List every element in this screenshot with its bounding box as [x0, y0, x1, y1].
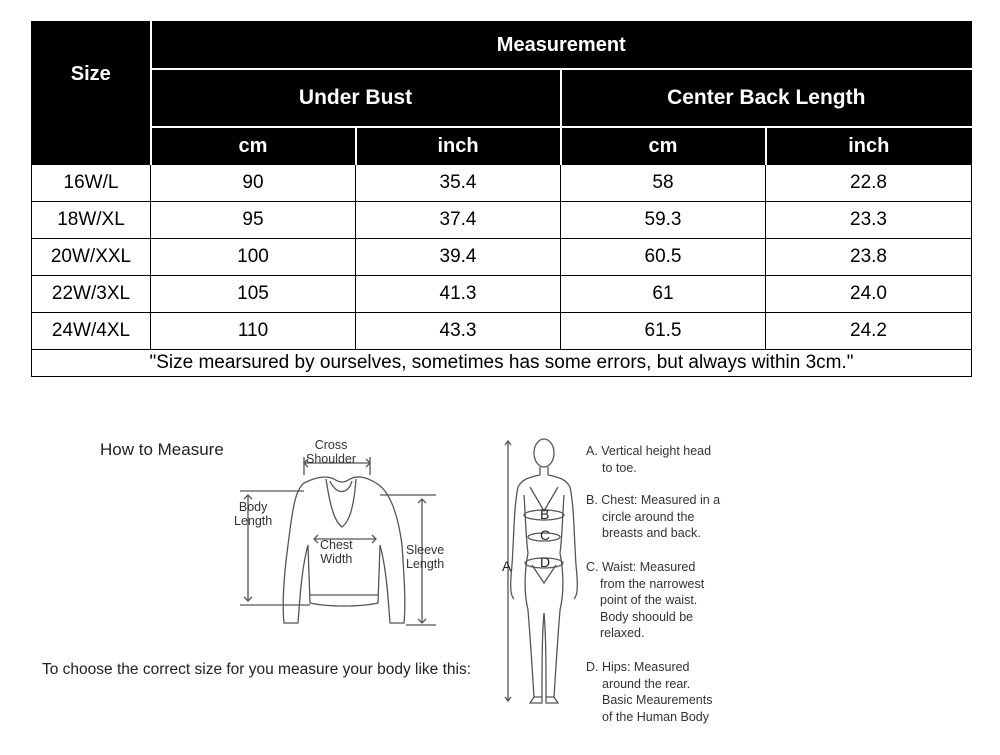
measurement-header: Measurement: [151, 22, 972, 70]
under-bust-header: Under Bust: [151, 69, 561, 127]
unit-header-under-bust-inch: inch: [356, 127, 561, 165]
legend-item-d: D. Hips: Measured around the rear. Basic Meaurements of the Human Body: [586, 660, 713, 724]
value-cell: 61.5: [561, 313, 766, 350]
value-cell: 105: [151, 276, 356, 313]
value-cell: 41.3: [356, 276, 561, 313]
table-row: [32, 239, 972, 276]
sleeve-length-label: Sleeve Length: [406, 543, 445, 571]
unit-header-back-length-inch: inch: [766, 127, 972, 165]
value-cell: 24.0: [766, 276, 972, 313]
value-cell: 23.3: [766, 202, 972, 239]
size-chart-table: [31, 21, 972, 377]
value-cell: 35.4: [356, 165, 561, 202]
body-measurement-figure: [500, 435, 580, 715]
value-cell: 61: [561, 276, 766, 313]
body-letter-a: A: [502, 558, 512, 574]
size-cell: 20W/XXL: [32, 239, 151, 276]
value-cell: 110: [151, 313, 356, 350]
unit-header-under-bust-cm: cm: [151, 127, 356, 165]
value-cell: 24.2: [766, 313, 972, 350]
cross-shoulder-label: Cross Shoulder: [306, 438, 357, 466]
legend-item-a: A. Vertical height head to toe.: [586, 444, 712, 475]
unit-header-back-length-cm: cm: [561, 127, 766, 165]
value-cell: 37.4: [356, 202, 561, 239]
legend-item-b: B. Chest: Measured in a circle around the breasts and back.: [586, 493, 721, 540]
center-back-length-header: Center Back Length: [561, 69, 972, 127]
table-row: [32, 313, 972, 350]
value-cell: 43.3: [356, 313, 561, 350]
table-row: [32, 165, 972, 202]
size-cell: 22W/3XL: [32, 276, 151, 313]
size-cell: 16W/L: [32, 165, 151, 202]
chest-width-label: Chest Width: [320, 538, 353, 566]
size-cell: 18W/XL: [32, 202, 151, 239]
body-letter-b: B: [540, 506, 550, 522]
size-cell: 24W/4XL: [32, 313, 151, 350]
value-cell: 23.8: [766, 239, 972, 276]
value-cell: 100: [151, 239, 356, 276]
value-cell: 95: [151, 202, 356, 239]
table-note: "Size mearsured by ourselves, sometimes has some errors, but always within 3cm.": [32, 350, 972, 377]
value-cell: 90: [151, 165, 356, 202]
body-letter-d: D: [540, 554, 551, 570]
body-letter-c: C: [540, 527, 551, 543]
table-row: [32, 202, 972, 239]
how-to-measure-title: How to Measure: [100, 440, 224, 459]
value-cell: 59.3: [561, 202, 766, 239]
size-column-header: Size: [32, 22, 151, 128]
size-unit-spacer: [32, 127, 151, 165]
measure-instruction: To choose the correct size for you measure your body like this:: [42, 661, 472, 678]
table-row: [32, 276, 972, 313]
value-cell: 39.4: [356, 239, 561, 276]
legend-item-c: C. Waist: Measured from the narrowest point of the waist. Body shoould be relaxed.: [586, 560, 705, 640]
value-cell: 58: [561, 165, 766, 202]
body-length-label: Body Length: [234, 500, 273, 528]
value-cell: 60.5: [561, 239, 766, 276]
value-cell: 22.8: [766, 165, 972, 202]
